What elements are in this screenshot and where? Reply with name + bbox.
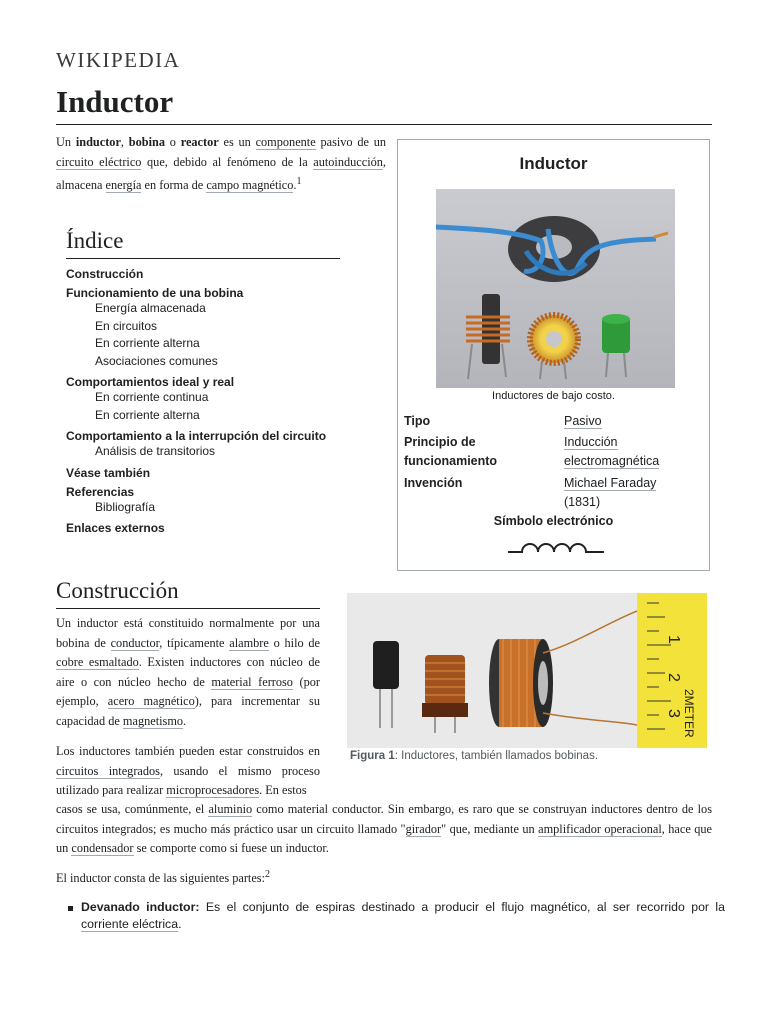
link-circuito-electrico[interactable]: circuito eléctrico	[56, 155, 142, 169]
link-circuitos-integrados[interactable]: circuitos integrados	[56, 763, 160, 778]
toc-item-label[interactable]: Comportamientos ideal y real	[66, 375, 235, 389]
link-conductor[interactable]: conductor	[110, 635, 160, 650]
toc-subitem[interactable]: En corriente alterna	[95, 407, 200, 422]
link-corriente-electrica[interactable]: corriente eléctrica	[81, 917, 179, 931]
toc-item-label[interactable]: Comportamiento a la interrupción del circuito	[66, 429, 327, 443]
ruler-mark-2meter: 2METER	[682, 689, 696, 738]
paragraph-construccion-1: Un inductor está constituido normalmente por una bobina de conductor, típicamente alambre o hilo de cobre esmaltado. Existen inductores con núcleo de aire o con núcleo hecho de material ferroso (por ejemplo, acero magnético), para incrementar su capacidad de magnetismo.	[56, 616, 320, 728]
infobox-title: Inductor	[519, 154, 588, 173]
intro-paragraph: Un inductor, bobina o reactor es un componente pasivo de un circuito eléctrico que, debido al fenómeno de la autoinducción, almacena energía en forma de campo magnético.$^1$	[56, 135, 387, 193]
toc-item[interactable]	[66, 521, 340, 535]
link-autoinduccion[interactable]: autoinducción	[313, 155, 383, 169]
wikipedia-logo[interactable]: WIKIPEDIA	[56, 48, 181, 72]
toc-title: Índice	[66, 228, 340, 259]
toc-item-label[interactable]: Funcionamiento de una bobina	[66, 286, 244, 300]
toc-item-label[interactable]: Referencias	[66, 484, 135, 499]
toc-item[interactable]	[66, 429, 340, 461]
ruler-mark-3: 3	[665, 709, 682, 718]
toc-item[interactable]	[66, 286, 340, 370]
toc-sublist	[95, 499, 340, 517]
toc-subitem[interactable]: Energía almacenada	[95, 301, 206, 315]
toc-subitem[interactable]: En circuitos	[95, 318, 158, 333]
link-energia[interactable]: energía	[105, 178, 142, 193]
link-induccion-electromagnetica[interactable]: Inducción electromagnética	[564, 435, 660, 468]
ruler-mark-2: 2	[665, 673, 682, 682]
figure-inductors-photo[interactable]	[347, 593, 707, 748]
link-michael-faraday[interactable]: Michael Faraday	[564, 476, 657, 490]
paragraph-construccion-2b: casos se usa, comúnmente, el aluminio como material conductor. Sin embargo, es raro que se construyan inductores dentro de los circuitos integrados; es mucho más práctico usar un circuito llamado "girador" que, mediante un amplificador operacional, hace que un condensador se comporte como si fuese un inductor.	[56, 802, 712, 855]
paragraph-construccion-2a: Los inductores también pueden estar construidos en circuitos integrados, usando el mismo proceso utilizado para realizar microprocesadores. En estos	[56, 744, 320, 797]
toc-sublist	[95, 389, 340, 424]
inductors-photo[interactable]	[436, 189, 675, 388]
toc-item[interactable]	[66, 267, 340, 281]
ref-1[interactable]: 1	[296, 176, 302, 187]
inductor-symbol-icon	[508, 538, 604, 554]
ref-2[interactable]: 2	[265, 869, 270, 880]
toc-list	[66, 267, 340, 535]
link-girador[interactable]: girador	[405, 821, 442, 836]
link-cobre-esmaltado[interactable]: cobre esmaltado	[56, 655, 139, 669]
link-pasivo[interactable]: Pasivo	[564, 414, 602, 428]
toc-sublist	[95, 443, 340, 461]
link-aluminio[interactable]: aluminio	[208, 802, 253, 816]
link-material-ferroso[interactable]: material ferroso	[211, 674, 293, 689]
toc-subitem[interactable]: En corriente alterna	[95, 336, 200, 350]
link-magnetismo[interactable]: magnetismo	[122, 713, 184, 728]
infobox: Inductor Inductores de bajo costo. Tipo Pasivo Principio de funcionamiento Inducción electromagnética Invención Michael Faraday (1831) Símbolo electrónico	[397, 139, 710, 571]
link-microprocesadores[interactable]: microprocesadores	[166, 783, 260, 797]
link-componente[interactable]: componente	[255, 135, 316, 149]
table-of-contents	[66, 228, 340, 535]
link-amplificador-operacional[interactable]: amplificador operacional	[538, 821, 662, 836]
toc-item-label[interactable]: Construcción	[66, 267, 144, 281]
paragraph-partes: El inductor consta de las siguientes partes:$^2$	[56, 869, 270, 886]
toc-sublist	[95, 300, 340, 370]
toc-item[interactable]	[66, 466, 340, 480]
toc-subitem[interactable]: En corriente continua	[95, 390, 209, 404]
link-alambre[interactable]: alambre	[229, 635, 269, 650]
link-condensador[interactable]: condensador	[71, 841, 134, 855]
link-acero-magnetico[interactable]: acero magnético	[107, 694, 195, 708]
toc-item-label[interactable]: Enlaces externos	[66, 521, 165, 535]
toc-item-label[interactable]: Véase también	[66, 465, 151, 480]
toc-item[interactable]	[66, 485, 340, 517]
bullet-devanado-inductor: Devanado inductor: Es el conjunto de espiras destinado a producir el flujo magnético, al ser recorrido por la corriente eléctrica.	[68, 899, 725, 933]
toc-subitem[interactable]: Asociaciones comunes	[95, 353, 218, 368]
toc-item[interactable]	[66, 375, 340, 424]
toc-subitem[interactable]: Análisis de transitorios	[95, 444, 216, 458]
symbol-heading: Símbolo electrónico	[493, 514, 614, 528]
toc-subitem[interactable]: Bibliografía	[95, 499, 156, 514]
link-campo-magnetico[interactable]: campo magnético	[206, 178, 294, 193]
figure-caption: Figura 1: Inductores, también llamados bobinas.	[350, 750, 599, 762]
page-title: Inductor	[56, 84, 712, 125]
ruler-mark-1: 1	[665, 635, 682, 644]
infobox-caption: Inductores de bajo costo.	[492, 390, 615, 402]
section-heading-construccion: Construcción	[56, 578, 320, 609]
